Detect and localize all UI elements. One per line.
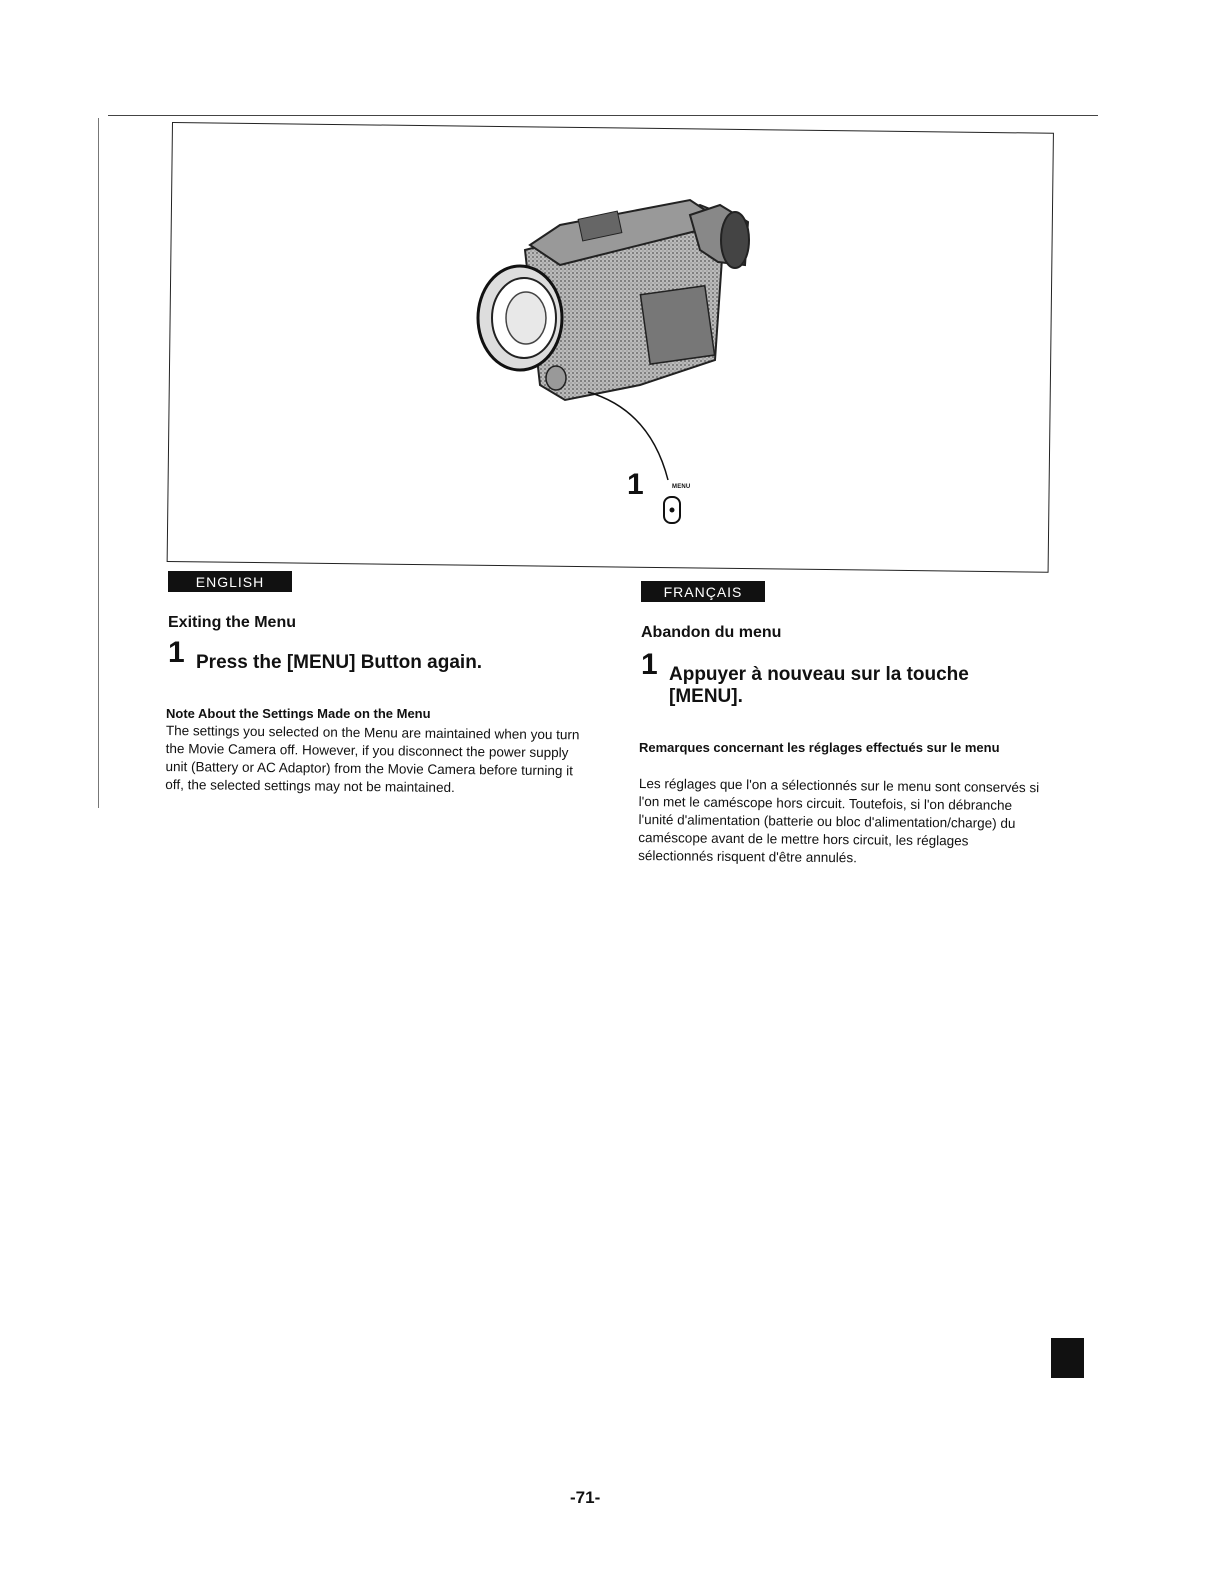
french-section-title: Abandon du menu — [641, 624, 782, 641]
french-step-text: Appuyer à nouveau sur la touche [MENU]. — [669, 664, 969, 707]
english-step-text: Press the [MENU] Button again. — [196, 652, 483, 673]
english-note-heading: Note About the Settings Made on the Menu — [166, 706, 431, 721]
french-step — [641, 648, 1041, 712]
lens-inner — [506, 292, 546, 344]
menu-button-label: MENU — [672, 484, 691, 490]
eyecup — [721, 212, 749, 268]
menu-button-on-camera — [546, 366, 566, 390]
section-edge-tab — [1051, 1338, 1084, 1378]
english-step — [168, 636, 588, 700]
camcorder-illustration — [0, 0, 1224, 600]
side-panel — [640, 286, 714, 364]
callout-leader-line — [588, 392, 668, 480]
french-note-body: Les réglages que l'on a sélectionnés sur le menu sont conservés si l'on met le caméscope hors circuit. Toutefois, si l'on débranche l'unité d'alimentation (batterie ou bloc d'alimentation/charge) du caméscope avant de le mettre hors circuit, les réglages sélectionnés risquent d'être annulés. — [638, 775, 1040, 866]
english-note-body: The settings you selected on the Menu are maintained when you turn the Movie Camera off. However, if you disconnect the power supply unit (Battery or AC Adaptor) from the Movie Camera before turning it off, the selected settings may not be maintained. — [165, 722, 580, 796]
french-step-number: 1 — [641, 648, 658, 681]
menu-button-dot-icon — [670, 508, 675, 513]
callout-number: 1 — [627, 468, 644, 501]
english-badge: ENGLISH — [168, 571, 292, 592]
english-step-number: 1 — [168, 636, 185, 669]
page-number: -71- — [570, 1488, 601, 1507]
french-badge: FRANÇAIS — [641, 581, 765, 602]
english-section-title: Exiting the Menu — [168, 614, 296, 631]
french-note-heading: Remarques concernant les réglages effectués sur le menu — [639, 740, 1000, 755]
